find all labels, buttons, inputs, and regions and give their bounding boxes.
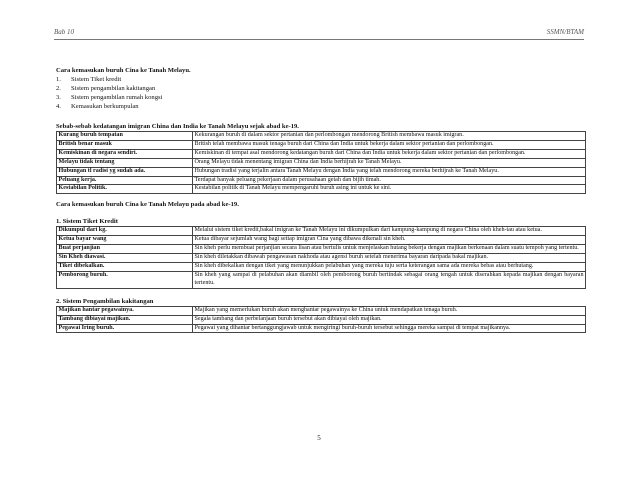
list-item: 2. Sistem pengambilan kakitangan [56,85,156,92]
table-row: Majikan hantar pegawainya. Majikan yang memerlukan buruh akan menghantar pegawainya ke China untuk mendapatkan tenaga buruh. [57,306,586,315]
table-row: Kestabilan Politik. Kestabilan politik di Tanah Melayu mempengaruhi buruh asing ini untuk ke sini. [57,185,586,194]
table-tiket-kredit [56,226,586,288]
section-title-cara-kemasukan: Cara kemasukan buruh Cina ke Tanah Melayu. [56,67,191,74]
section-title-sebab-kedatangan: Sebab-sebab kedatangan imigran China dan India ke Tanah Melayu sejak abad ke-19. [56,123,299,130]
table-row: Peluang kerja. Terdapat banyak peluang pekerjaan dalam perusahaan getah dan bijih timah. [57,176,586,185]
list-item: 4. Kemasukan berkumpulan [56,103,139,110]
table-row: Tambang dibiayai majikan. Segala tambang dan perbelanjaan buruh tersebut akan dibiayai oleh majikan. [57,315,586,324]
table-row: Dikumpul dari kg. Melalui sistem tiket kredit,bakal imigran ke Tanah Melayu ini dikumpulkan dari kampung-kampung di negara China oleh kheh-tau atau ketua. [57,227,586,236]
section-title-tiket-kredit: 1. Sistem Tiket Kredit [56,218,118,226]
table-row: Pegawai Iring buruh. Pegawai yang dihantar bertanggungjawab untuk mengiringi buruh-buruh tersebut sehingga mereka sampai di tempat majikannya. [57,324,586,333]
table-row: Buat perjanjian Sin kheh perlu membuat perjanjian secara lisan atau bertulis untuk menjelaskan hutang bekerja dengan majikan berkenaan dalam suatu tempoh yang tertentu. [57,245,586,254]
table-row: Kurang buruh tempatan Kekurangan buruh di dalam sektor pertanian dan perlombongan mendorong British membawa masuk imigran. [57,132,586,141]
table-sebab-kedatangan [56,131,586,194]
table-row: Ketua bayar wang Ketua dibayar sejumlah wang bagi setiap imigran Cina yang dibawa dikenali sin kheh. [57,236,586,245]
header-rule [54,39,584,40]
list-item: 1. Sistem Tiket kredit [56,76,122,83]
list-cara-kemasukan [56,75,586,111]
table-row: Pemborong buruh. Sin kheh yang sampai di pelabuhan akan diambil oleh pemborong buruh bertindak sebagai orang tengah untuk diserahkan kepada majikan dengan bayaran tertentu. [57,271,586,288]
table-row: British benar masuk British telah membawa masuk tenaga buruh dari China dan India untuk bekerja dalam sektor pertanian dan perlombongan. [57,140,586,149]
table-row: Kemiskinan di negara sendiri. Kemiskinan di tempat asal mendorong kedatangan buruh dari China dan India untuk bekerja dalam sektor pertanian dan perlombongan. [57,149,586,158]
header-chapter: Bab 10 [54,28,75,36]
header-code: SSMN/BTAM [546,28,584,36]
table-row: Melayu tidak tentang Orang Melayu tidak menentang imigran China dan India berhijrah ke Tanah Melayu. [57,158,586,167]
page-header [54,28,584,40]
table-pengambilan-kakitangan [56,306,586,334]
list-item: 3. Sistem pengambilan rumah kongsi [56,94,163,101]
document-body [56,66,586,333]
section-title-abad-19: Cara kemasukan buruh Cina ke Tanah Melayu pada abad ke-19. [56,201,239,209]
table-row: Tiket dibekalkan. Sin kheh dibekalkan dengan tiket yang menunjukkan pelabuhan yang mereka tuju serta keterangan sama ada mereka bebas atau berhutang. [57,262,586,271]
table-row: Sin Kheh diawasi. Sin kheh diletakkan dibawah pengawasan nakhoda atau agensi buruh setelah menerima bayaran daripada bakal majikan. [57,254,586,263]
page-number: 5 [317,434,321,442]
section-title-pengambilan-kakitangan: 2. Sistem Pengambilan kakitangan [56,297,154,305]
table-row: Hubungan tl radisi yg sudah ada. Hubungan tradisi yang terjalin antara Tanah Melayu dengan India yang telah mendorong mereka berhijrah ke Tanah Melayu. [57,167,586,176]
